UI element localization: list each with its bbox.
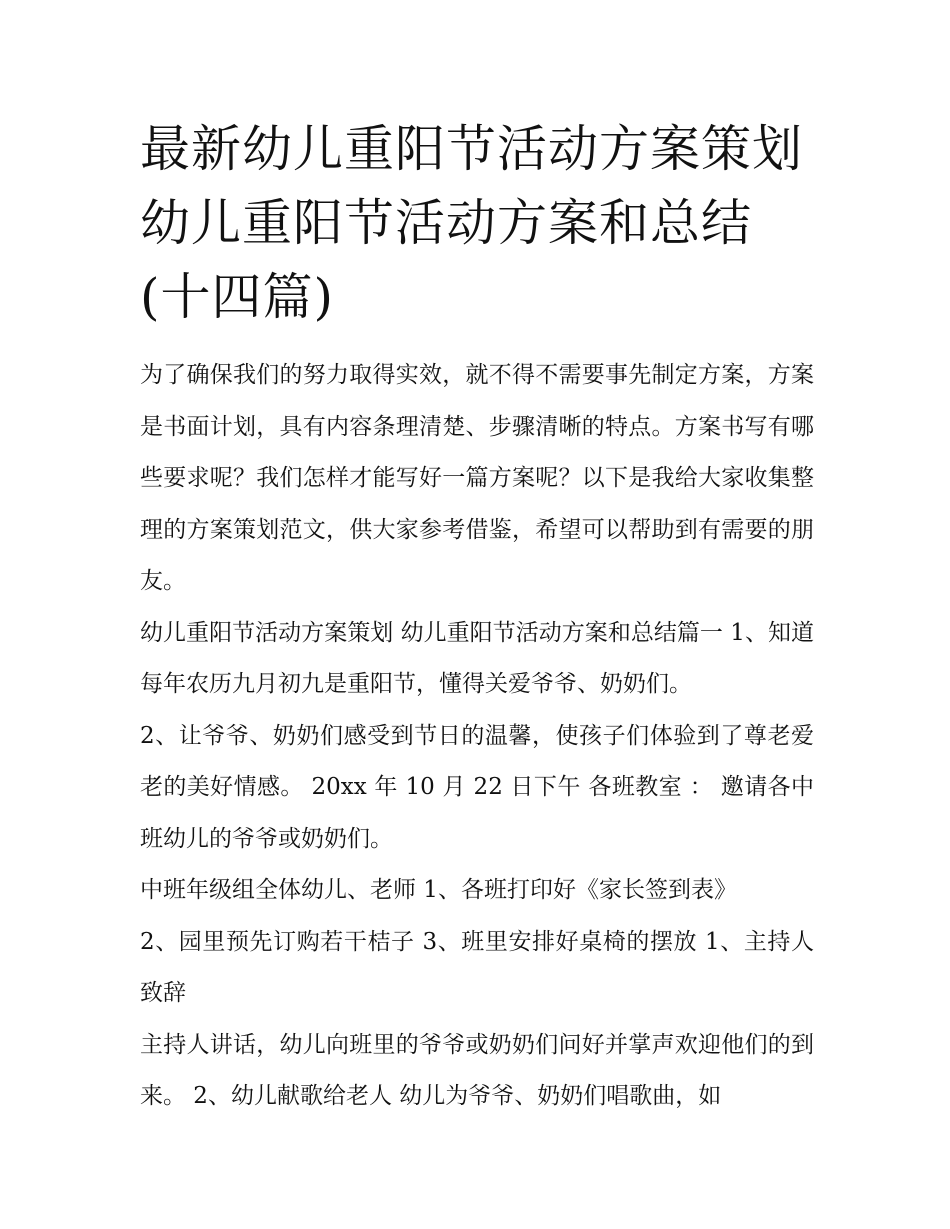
document-title: 最新幼儿重阳节活动方案策划 幼儿重阳节活动方案和总结(十四篇) [140,120,803,326]
paragraph-goal-2-time-place: 2、让爷爷、奶奶们感受到节日的温馨，使孩子们体验到了尊老爱老的美好情感。 20xx 年 10 月 22 日下午 各班教室 ： 邀请各中班幼儿的爷爷或奶奶们。 [140,722,814,852]
paragraph-preparation: 2、园里预先订购若干桔子 3、班里安排好桌椅的摆放 1、主持人致辞 [140,928,814,1006]
paragraph-intro: 为了确保我们的努力取得实效，就不得不需要事先制定方案，方案是书面计划，具有内容条理清楚、步骤清晰的特点。方案书写有哪些要求呢？我们怎样才能写好一篇方案呢？以下是我给大家收集整理的方案策划范文，供大家参考借鉴，希望可以帮助到有需要的朋友。 [140,362,814,594]
paragraph-participants: 中班年级组全体幼儿、老师 1、各班打印好《家长签到表》 [140,877,737,903]
paragraph-part-one-goal-1: 幼儿重阳节活动方案策划 幼儿重阳节活动方案和总结篇一 1、知道每年农历九月初九是重阳节，懂得关爱爷爷、奶奶们。 [140,619,814,697]
paragraph-procedure: 主持人讲话，幼儿向班里的爷爷或奶奶们问好并掌声欢迎他们的到来。 2、幼儿献歌给老人 幼儿为爷爷、奶奶们唱歌曲，如 [140,1031,814,1109]
